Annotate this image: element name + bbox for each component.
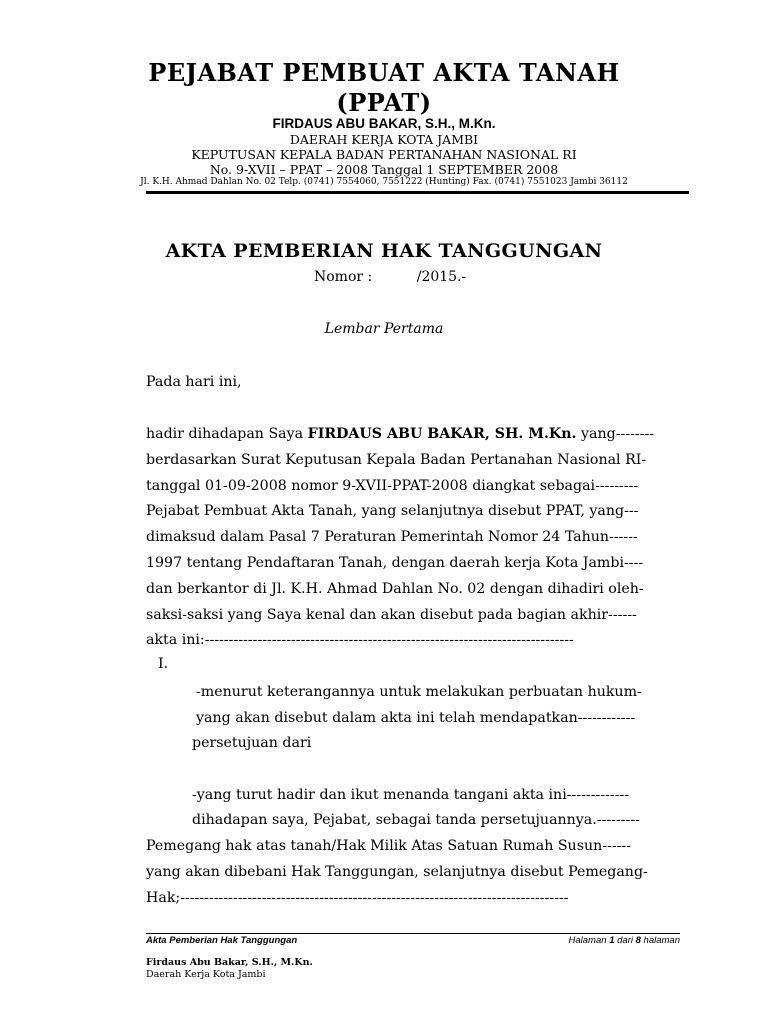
decree-number: No. 9-XVII – PPAT – 2008 Tanggal 1 SEPTEMBER 2008: [209, 162, 559, 177]
holder-line: yang akan dibebani Hak Tanggungan, selanjutnya disebut Pemegang-: [146, 864, 648, 880]
total-pages: 8: [635, 935, 641, 946]
body-line: akta ini:-----------------------------------------------------------------------------: [146, 632, 574, 648]
sheet-label: Lembar Pertama: [324, 321, 444, 337]
body-line: berdasarkan Surat Keputusan Kepala Badan Pertanahan Nasional RI-: [146, 452, 647, 468]
current-page: 1: [609, 935, 615, 946]
body-text: hadir dihadapan Saya: [146, 426, 308, 442]
page-indicator-text: Halaman: [568, 935, 610, 946]
decree-title: KEPUTUSAN KEPALA BADAN PERTANAHAN NASIONAL RI: [191, 147, 577, 162]
consent-line: persetujuan dari: [192, 735, 312, 751]
work-area: DAERAH KERJA KOTA JAMBI: [289, 132, 479, 147]
section-number: I.: [158, 656, 169, 672]
witness-line: -yang turut hadir dan ikut menanda tangani akta ini-------------: [192, 787, 630, 803]
body-line: Pejabat Pembuat Akta Tanah, yang selanjutnya disebut PPAT, yang---: [146, 503, 639, 519]
office-abbreviation: (PPAT): [336, 88, 432, 117]
header-divider: [146, 191, 689, 194]
body-line: tanggal 01-09-2008 nomor 9-XVII-PPAT-2008 diangkat sebagai---------: [146, 478, 639, 494]
body-line: dan berkantor di Jl. K.H. Ahmad Dahlan No. 02 dengan dihadiri oleh-: [146, 581, 644, 597]
page-indicator: [500, 935, 680, 947]
consent-line: -menurut keterangannya untuk melakukan perbuatan hukum-: [196, 684, 642, 700]
witness-line: dihadapan saya, Pejabat, sebagai tanda persetujuannya.---------: [192, 812, 640, 828]
body-line: dimaksud dalam Pasal 7 Peraturan Pemerintah Nomor 24 Tahun------: [146, 529, 638, 545]
footer-signatory-area: Daerah Kerja Kota Jambi: [146, 969, 266, 980]
deed-title: AKTA PEMBERIAN HAK TANGGUNGAN: [165, 240, 603, 262]
opening-line: Pada hari ini,: [146, 374, 242, 390]
body-text: yang--------: [576, 426, 655, 442]
footer-signatory: Firdaus Abu Bakar, S.H., M.Kn.: [146, 957, 313, 968]
body-line: saksi-saksi yang Saya kenal dan akan disebut pada bagian akhir------: [146, 607, 637, 623]
notary-name-inline: FIRDAUS ABU BAKAR, SH. M.Kn.: [307, 426, 577, 442]
office-address: Jl. K.H. Ahmad Dahlan No. 02 Telp. (0741) 7554060, 7551222 (Hunting) Fax. (0741) 7551023 Jambi 36112: [140, 177, 628, 187]
body-line: 1997 tentang Pendaftaran Tanah, dengan daerah kerja Kota Jambi----: [146, 555, 644, 571]
page-indicator-text: dari: [614, 935, 636, 946]
holder-line: Pemegang hak atas tanah/Hak Milik Atas Satuan Rumah Susun------: [146, 838, 632, 854]
footer-divider: [146, 933, 680, 934]
page-indicator-text: halaman: [640, 935, 680, 946]
consent-line: yang akan disebut dalam akta ini telah mendapatkan------------: [196, 710, 636, 726]
office-title: PEJABAT PEMBUAT AKTA TANAH: [148, 58, 620, 87]
footer-document-name: Akta Pemberian Hak Tanggungan: [146, 935, 298, 946]
notary-name: FIRDAUS ABU BAKAR, S.H., M.Kn.: [272, 116, 496, 131]
holder-line: Hak;---------------------------------------------------------------------------------: [146, 890, 569, 906]
deed-number: Nomor : /2015.-: [314, 269, 467, 285]
body-line: [146, 425, 680, 443]
